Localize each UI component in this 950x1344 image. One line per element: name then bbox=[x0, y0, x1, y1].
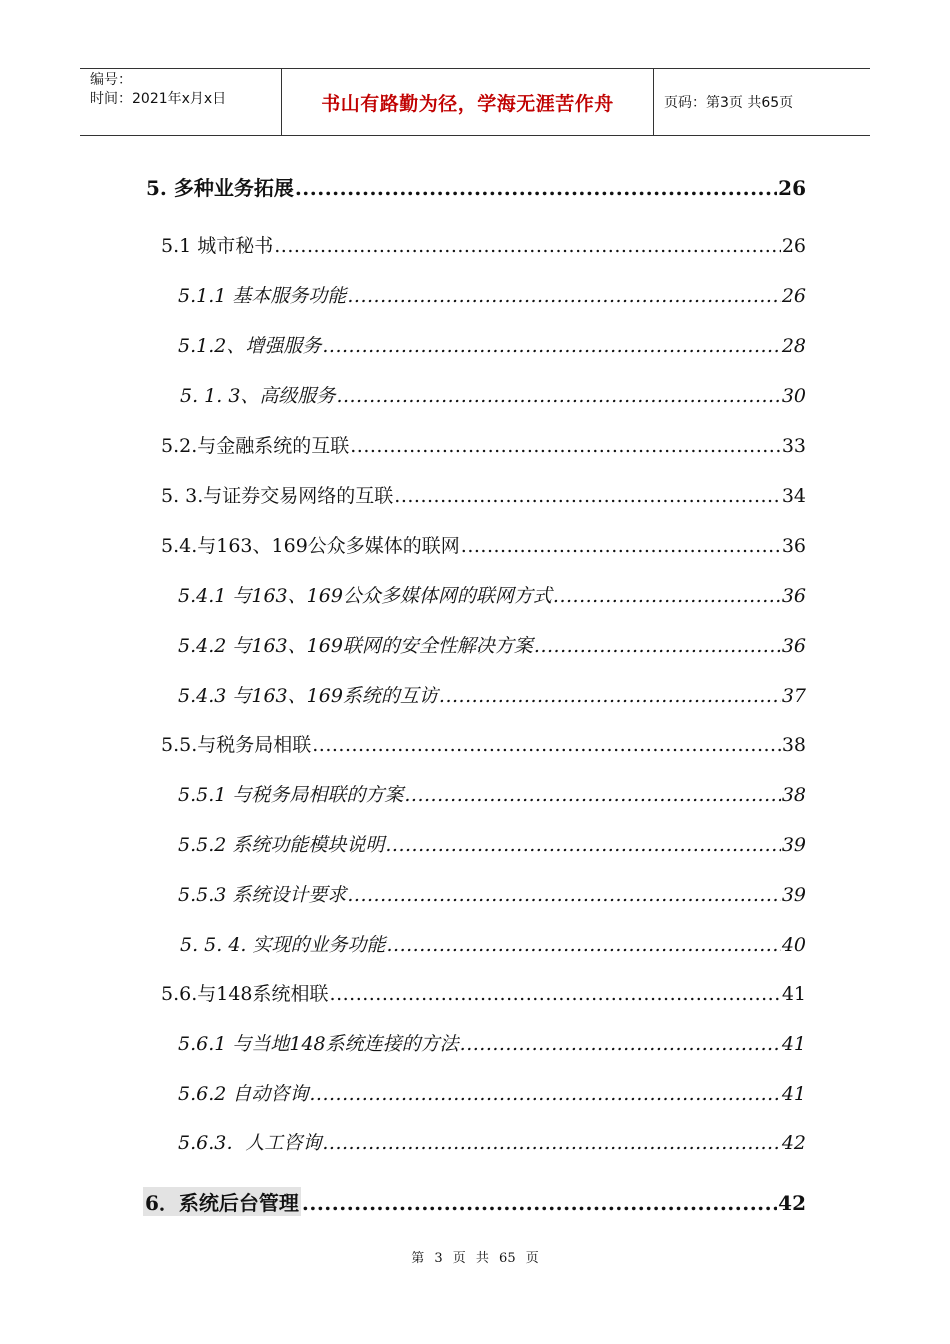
toc-entry-page: 36 bbox=[781, 635, 806, 657]
toc-entry[interactable] bbox=[178, 281, 806, 307]
toc-entry[interactable] bbox=[178, 1128, 806, 1154]
toc-entry[interactable] bbox=[180, 930, 806, 956]
toc-entry-title: 5.2.与金融系统的互联 bbox=[161, 435, 350, 457]
toc-leader bbox=[295, 176, 777, 200]
toc-leader bbox=[553, 585, 781, 607]
toc-entry-page: 34 bbox=[781, 485, 806, 507]
toc-leader bbox=[309, 1083, 780, 1105]
toc-entry[interactable] bbox=[178, 581, 806, 607]
header-motto: 书山有路勤为径，学海无涯苦作舟 bbox=[282, 69, 654, 135]
toc-leader bbox=[534, 635, 781, 657]
toc-entry-page: 41 bbox=[781, 1033, 806, 1055]
toc-entry[interactable] bbox=[178, 880, 806, 906]
toc-leader bbox=[385, 834, 780, 856]
toc-leader bbox=[322, 1132, 780, 1154]
toc-entry[interactable] bbox=[178, 830, 806, 856]
toc-entry-title: 5.4.1 与163、169公众多媒体网的联网方式 bbox=[178, 585, 552, 607]
toc-leader bbox=[460, 1033, 781, 1055]
toc-leader bbox=[387, 934, 781, 956]
toc-leader bbox=[461, 535, 781, 557]
toc-entry[interactable] bbox=[180, 381, 806, 407]
toc-entry-title: 5.6.2 自动咨询 bbox=[178, 1083, 309, 1105]
toc-entry-title: 5.1 城市秘书 bbox=[161, 235, 274, 257]
toc-entry-title: 6．系统后台管理 bbox=[143, 1187, 301, 1216]
toc-entry-page: 42 bbox=[781, 1132, 806, 1154]
toc-entry-title: 5. 3.与证券交易网络的互联 bbox=[161, 485, 394, 507]
toc-entry[interactable] bbox=[161, 231, 806, 257]
toc-leader bbox=[274, 235, 781, 257]
toc-entry-title: 5.4.与163、169公众多媒体的联网 bbox=[161, 535, 460, 557]
toc-entry-title: 5.6.与148系统相联 bbox=[161, 983, 329, 1005]
toc-leader bbox=[347, 285, 780, 307]
toc-entry-title: 5.1.1 基本服务功能 bbox=[178, 285, 347, 307]
toc-entry-page: 37 bbox=[781, 685, 806, 707]
toc-entry[interactable] bbox=[178, 631, 806, 657]
toc-entry[interactable] bbox=[143, 1187, 806, 1213]
toc-entry[interactable] bbox=[161, 979, 806, 1005]
toc-entry[interactable] bbox=[161, 431, 806, 457]
toc-entry-page: 30 bbox=[781, 385, 806, 407]
toc-entry[interactable] bbox=[161, 730, 806, 756]
toc-leader bbox=[312, 734, 781, 756]
toc-entry-title: 5.6.1 与当地148系统连接的方法 bbox=[178, 1033, 459, 1055]
toc-leader bbox=[394, 485, 781, 507]
toc-entry-page: 26 bbox=[778, 176, 806, 200]
toc-entry-title: 5. 多种业务拓展 bbox=[146, 176, 294, 200]
toc-leader bbox=[330, 983, 781, 1005]
toc-leader bbox=[350, 435, 781, 457]
toc-leader bbox=[404, 784, 780, 806]
toc-entry-title: 5. 5. 4. 实现的业务功能 bbox=[180, 934, 386, 956]
header-meta bbox=[80, 69, 282, 135]
toc-entry[interactable] bbox=[178, 1029, 806, 1055]
toc-entry-title: 5.5.1 与税务局相联的方案 bbox=[178, 784, 404, 806]
header-page-info: 页码：第3页 共65页 bbox=[664, 95, 794, 111]
toc-entry-page: 42 bbox=[778, 1191, 806, 1215]
page-header bbox=[80, 68, 870, 136]
toc-entry-page: 36 bbox=[781, 535, 806, 557]
toc-entry-title: 5.1.2、增强服务 bbox=[178, 335, 322, 357]
toc-entry-title: 5.5.2 系统功能模块说明 bbox=[178, 834, 385, 856]
toc-entry-title: 5.5.与税务局相联 bbox=[161, 734, 312, 756]
toc-leader bbox=[347, 884, 780, 906]
toc-entry[interactable] bbox=[178, 780, 806, 806]
toc-entry-page: 39 bbox=[781, 834, 806, 856]
toc-entry-page: 36 bbox=[781, 585, 806, 607]
toc-entry[interactable] bbox=[178, 1079, 806, 1105]
toc-entry[interactable] bbox=[161, 531, 806, 557]
document-date: 时间：2021年x月x日 bbox=[90, 91, 227, 107]
toc-entry-page: 41 bbox=[781, 1083, 806, 1105]
toc-entry[interactable] bbox=[178, 681, 806, 707]
toc-leader bbox=[336, 385, 780, 407]
toc-entry-title: 5.4.3 与163、169系统的互访 bbox=[178, 685, 438, 707]
toc-entry-page: 41 bbox=[781, 983, 806, 1005]
toc-entry-page: 33 bbox=[781, 435, 806, 457]
toc-entry-page: 38 bbox=[781, 784, 806, 806]
toc-entry-page: 28 bbox=[781, 335, 806, 357]
toc-entry[interactable] bbox=[146, 172, 806, 198]
toc-entry-title: 5.4.2 与163、169联网的安全性解决方案 bbox=[178, 635, 533, 657]
toc-entry-page: 39 bbox=[781, 884, 806, 906]
toc-entry-page: 26 bbox=[781, 285, 806, 307]
toc-leader bbox=[322, 335, 780, 357]
toc-entry-page: 40 bbox=[781, 934, 806, 956]
toc-entry[interactable] bbox=[161, 481, 806, 507]
toc-entry[interactable] bbox=[178, 331, 806, 357]
toc-entry-title: 5. 1. 3、高级服务 bbox=[180, 385, 336, 407]
document-code-label: 编号： bbox=[90, 72, 132, 88]
toc-entry-title: 5.6.3．人工咨询 bbox=[178, 1132, 322, 1154]
page-footer: 第 3 页 共 65 页 bbox=[411, 1251, 539, 1266]
toc-leader bbox=[439, 685, 781, 707]
toc-entry-title: 5.5.3 系统设计要求 bbox=[178, 884, 347, 906]
toc-entry-page: 38 bbox=[781, 734, 806, 756]
toc-entry-page: 26 bbox=[781, 235, 806, 257]
toc-leader bbox=[302, 1191, 777, 1215]
